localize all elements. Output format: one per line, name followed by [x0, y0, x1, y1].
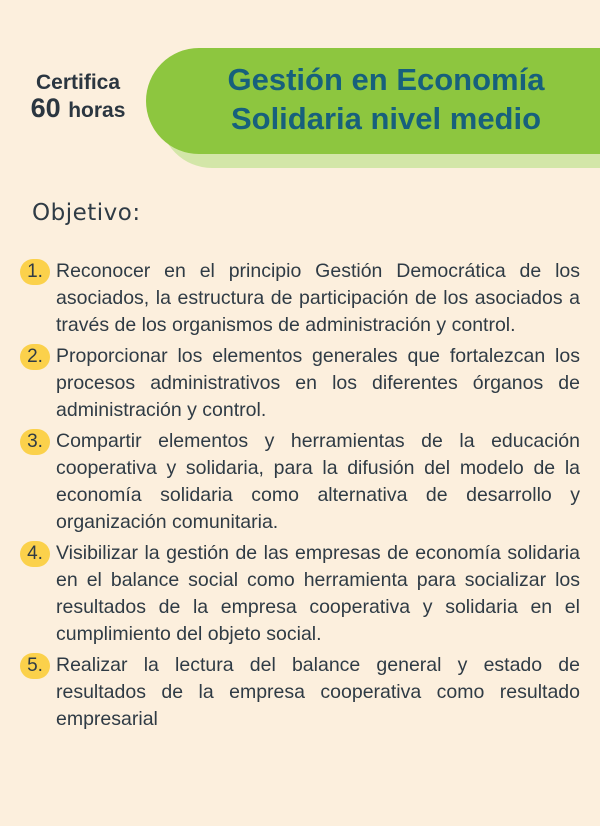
certification-hours [16, 94, 140, 122]
objective-item-2 [20, 343, 580, 424]
certification-title: Certifica [35, 71, 121, 94]
objective-text: Compartir elementos y herramientas de la educación cooperativa y solidaria, para la difusión del modelo de la economía solidaria como alternativa de desarrollo y organización comunitaria. [56, 430, 580, 533]
number-badge: 2. [20, 344, 50, 370]
number-badge: 5. [20, 653, 50, 679]
objective-item-1 [20, 258, 580, 339]
course-title-line2: Solidaria nivel medio [230, 101, 542, 136]
objective-item-4 [20, 540, 580, 648]
objectives-list [20, 258, 580, 737]
number-badge: 4. [20, 541, 50, 567]
course-title-line1: Gestión en Economía [227, 62, 545, 97]
objective-heading: Objetivo: [32, 200, 141, 226]
objective-text: Realizar la lectura del balance general y estado de resultados de la empresa cooperativa como resultado empresarial [56, 654, 580, 730]
objective-text: Reconocer en el principio Gestión Democrática de los asociados, la estructura de participación de los asociados a través de los organismos de administración y control. [56, 260, 580, 336]
number-badge: 3. [20, 429, 50, 455]
course-title [186, 60, 586, 138]
hours-unit: horas [68, 99, 126, 123]
objective-text: Visibilizar la gestión de las empresas de economía solidaria en el balance social como herramienta para socializar los resultados de la empresa cooperativa y solidaria en el cumplimiento del objeto social. [56, 542, 580, 645]
number-badge: 1. [20, 259, 50, 285]
objective-item-5 [20, 652, 580, 733]
objective-item-3 [20, 428, 580, 536]
objective-text: Proporcionar los elementos generales que fortalezcan los procesos administrativos en los diferentes órganos de administración y control. [56, 345, 580, 421]
hours-number: 60 [30, 93, 61, 124]
certification-label [16, 72, 140, 122]
